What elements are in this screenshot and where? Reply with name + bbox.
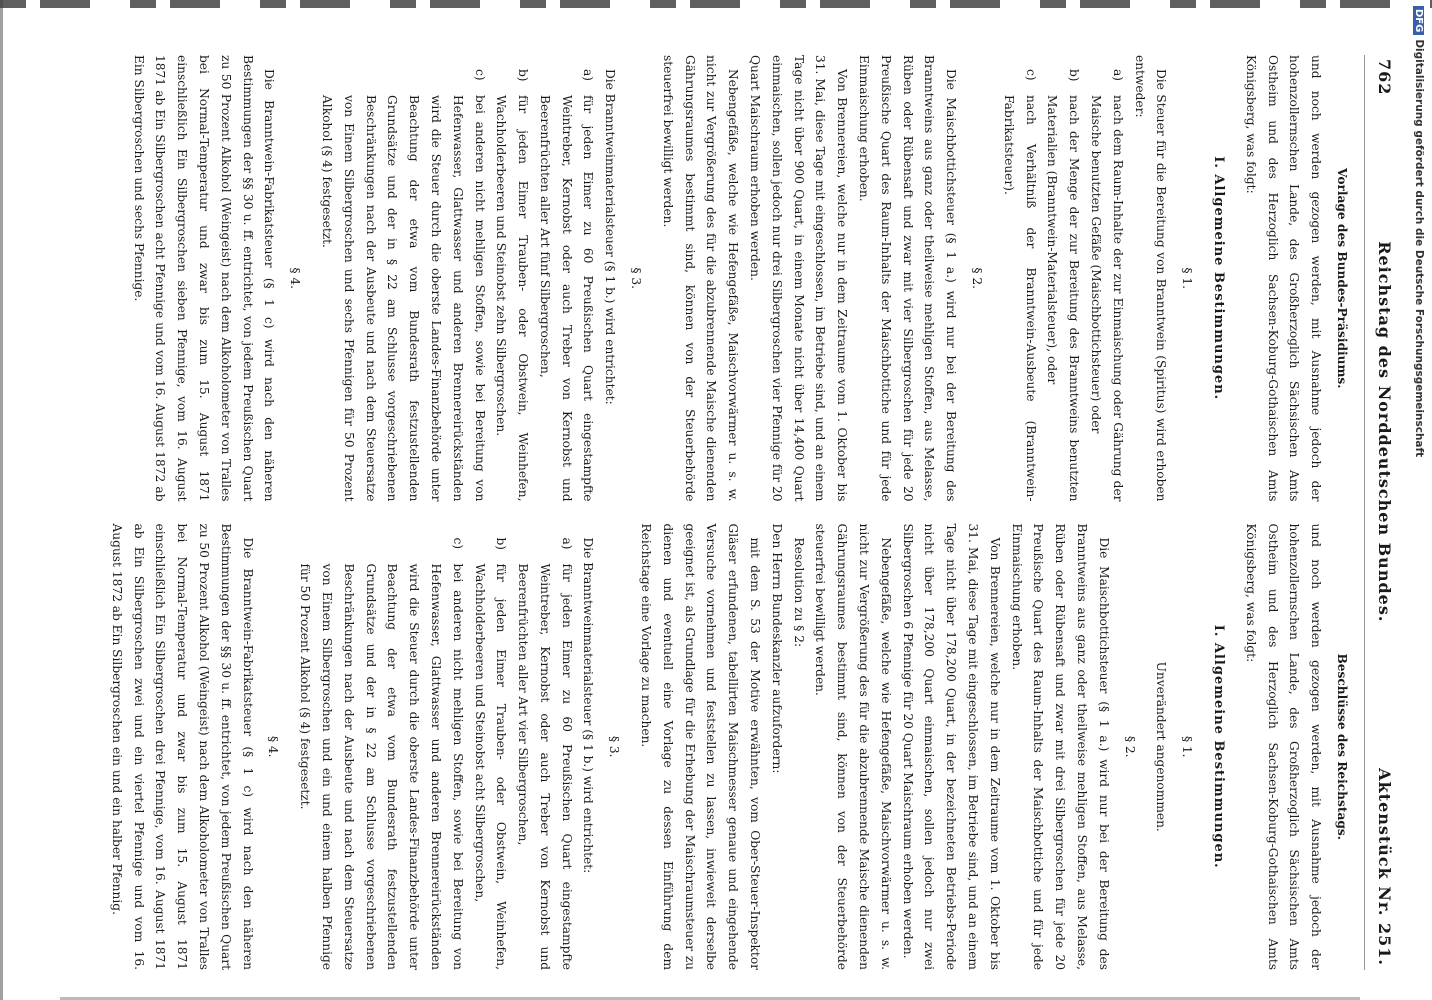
resolutions-intro: und noch werden gezogen werden, mit Ausnahme jedoch der hohenzollernschen Lande, des Großherzoglich Sächsischen Amts Ostheim und des Herzoglich Sachsen-Koburg-Gothaischen Amts Königsberg, was folgt: <box>1243 523 1324 970</box>
item-text: nach dem Raum-Inhalte der zur Einmaischung oder Gährung der Maische benutzten Gefäße (Maischbottichsteuer) oder <box>1089 95 1125 502</box>
item-label: b) <box>494 537 509 551</box>
resolutions-paragraph-4-sign: § 4. <box>266 735 281 758</box>
resolutions-p4-text: Die Branntwein-Fabrikatsteuer (§ 1 c) wird nach den näheren Bestimmungen der §§ 30 u. ff. entrichtet, von jedem Preußischen Quart zu 50 Prozent Alkohol (Weingeist) nach dem Alkoholometer von Tralles bei Normal-Temperatur und zwar bis zum 15. August 1871 einschließlich Ein Silbergroschen drei Pfennige, vom 16. August 1871 ab Ein Silbergroschen zwei und ein viertel Pfennige und vom 16. August 1872 ab Ein Silbergroschen ein und ein halber Pfennig. <box>109 523 255 970</box>
proposal-heading: Vorlage des Bundes-Präsidiums. <box>1335 167 1349 389</box>
left-column-proposal <box>105 55 1354 502</box>
proposal-p3-item-c <box>315 55 489 502</box>
proposal-paragraph-3-intro: Die Branntweinmaterialsteuer (§ 1 b.) wird entrichtet: <box>603 69 618 405</box>
proposal-p2-text-2: Von Brennereien, welche nur in dem Zeitraume vom 1. Oktober bis 31. Mai, diese Tage mit eingeschlossen, im Betriebe sind, und an einem Tage nicht über 900 Quart, in einem Monate nicht über 14,400 Quart einmaischen, sollen jedoch nur drei Silbergroschen vier Pfennige für 20 Quart Maischraum erhoben werden. <box>748 55 850 502</box>
resolutions-section-title: I. Allgemeine Bestimmungen. <box>1211 624 1227 869</box>
page-body <box>105 55 1354 970</box>
resolutions-heading: Beschlüsse des Reichstags. <box>1335 653 1349 841</box>
resolutions-p2-text-1: Die Maischbottichsteuer (§ 1 a.) wird nur bei der Bereitung des Branntweins aus ganz oder theilweise mehligen Stoffen, aus Melasse, Rüben oder Rübensaft und zwar mit drei Silbergroschen für jede 20 Preußische Quart des Raum-Inhalts der Maischbottiche und für jede Einmaischung erhoben. <box>1009 523 1111 970</box>
proposal-p1-item-c <box>997 55 1041 502</box>
resolution-intro: Den Herrn Bundeskanzler aufzufordern: <box>769 523 784 774</box>
running-head <box>1364 55 1395 970</box>
scan-edge-top <box>0 0 1432 8</box>
running-head-document: Aktenstück Nr. 251. <box>1375 768 1394 966</box>
proposal-section-title: I. Allgemeine Bestimmungen. <box>1211 156 1227 401</box>
proposal-p1-item-a <box>1084 55 1128 502</box>
item-label: c) <box>1023 69 1038 81</box>
proposal-p2-text-1: Die Maischbottichsteuer (§ 1 a.) wird nur bei der Bereitung des Branntweins aus ganz oder theilweise mehligen Stoffen, aus Melasse, Rüben oder Rübensaft und zwar mit vier Silbergroschen für jede 20 Preußische Quart des Raum-Inhalts der Maischbottiche und für jede Einmaischung erhoben. <box>857 55 959 502</box>
proposal-p4-text: Die Branntwein-Fabrikatsteuer (§ 1 c) wird nach den näheren Bestimmungen der §§ 30 u. ff. entrichtet, von jedem Preußischen Quart zu 50 Prozent Alkohol (Weingeist) nach dem Alkoholometer von Tralles bei Normal-Temperatur und zwar bis zum 15. August 1871 einschließlich Ein Silbergroschen sieben Pfennige, vom 16. August 1871 ab Ein Silbergroschen acht Pfennige und vom 16. August 1872 ab Ein Silbergroschen und sechs Pfennige. <box>131 55 277 502</box>
resolutions-p1-text: Unverändert angenommen. <box>1154 661 1169 832</box>
item-text: für jeden Eimer zu 60 Preußischen Quart eingestampfte Weintreber, Kernobst oder auch Treber von Kernobst und Beerenfrüchten aller Art fünf Silbergroschen, <box>537 95 596 502</box>
item-text: bei anderen nicht mehligen Stoffen, sowie bei Bereitung von Hefenwasser, Glattwasser und anderen Brennereirückständen wird die Steuer durch die oberste Landes-Finanzbehörde unter Beachtung der etwa vom Bundesrath festzustellenden Grundsätze und der in § 22 am Schlusse vorgeschriebenen Beschränkungen nach der Ausbeute und nach dem Steuersatze von Einem Silbergroschen und ein und einem halben Pfennige für 50 Prozent Alkohol (§ 4) festgesetzt. <box>298 563 465 970</box>
resolutions-p3-item-a <box>511 524 576 971</box>
proposal-p2-text-3: Nebengefäße, welche wie Hefengefäße, Maischvorwärmer u. s. w. nicht zur Vergrößerung des für die abzubrennende Maische dienenden Gährungsraumes bestimmt sind, können von der Steuerbehörde steuerfrei bewilligt werden. <box>660 55 741 502</box>
page-number: 762 <box>1375 59 1394 96</box>
resolutions-paragraph-2-sign: § 2. <box>1122 735 1137 758</box>
item-label: c) <box>450 537 465 550</box>
credit-text: Digitalisierung gefördert durch die Deutsche Forschungsgemeinschaft <box>1413 39 1425 458</box>
item-label: b) <box>516 69 531 82</box>
resolutions-paragraph-3-intro: Die Branntweinmaterialsteuer (§ 1 b.) wird entrichtet: <box>581 537 596 874</box>
item-text: für jeden Eimer Trauben- oder Obstwein, Weinhefen, Wachholderbeeren und Steinobst acht Silbergroschen, <box>472 563 509 970</box>
proposal-p3-item-a <box>533 55 598 502</box>
resolutions-p2-text-3: Nebengefäße, welche wie Hefengefäße, Maischvorwärmer u. s. w. nicht zur Vergrößerung des für die abzubrennende Maische dienenden Gährungsraumes bestimmt sind, können von der Steuerbehörde steuerfrei bewilligt werden. <box>813 523 893 970</box>
digitization-credit <box>1413 6 1425 457</box>
dfg-logo-icon: DFG <box>1413 6 1424 35</box>
scanned-page <box>40 55 1395 970</box>
proposal-p1-item-b <box>1041 55 1085 502</box>
resolutions-p3-item-b <box>468 524 512 971</box>
proposal-paragraph-3-sign: § 3. <box>629 267 644 290</box>
proposal-paragraph-1-intro: Die Steuer für die Bereitung von Branntwein (Spiritus) wird erhoben entweder: <box>1132 55 1169 502</box>
resolutions-p2-text-2: Von Brennereien, welche nur in dem Zeitraume vom 1. Oktober bis 31. Mai, diese Tage mit eingeschlossen, im Betriebe sind, und an einem Tage nicht über 178,200 Quart, in der bezeichneten Betriebs-Periode nicht über 178,200 Quart einmaischen, sollen jedoch nur zwei Silbergroschen 6 Pfennige für 20 Quart Maischraum erhoben werden. <box>900 523 1002 970</box>
resolution-text: mit dem S. 53 der Motive erwähnten, vom Ober-Steuer-Inspektor Gläser erfundenen, tabellirten Maischmesser genaue und eingehende Versuche vornehmen und feststellen zu lassen, inwieweit derselbe geeignet ist, als Grundlage für die Erhebung der Maischraumsteuer zu dienen und eventuell eine Vorlage zu dessen Einführung dem Reichstage eine Vorlage zu machen. <box>639 523 763 970</box>
proposal-intro: und noch werden gezogen werden, mit Ausnahme jedoch der hohenzollernschen Lande, des Großherzoglich Sächsischen Amts Ostheim und des Herzoglich Sachsen-Koburg-Gothaischen Amts Königsberg, was folgt: <box>1243 55 1324 502</box>
item-label: a) <box>581 69 596 82</box>
right-column-resolutions <box>105 524 1354 971</box>
item-label: b) <box>1067 69 1082 82</box>
resolutions-p3-item-c <box>293 524 467 971</box>
proposal-paragraph-4-sign: § 4. <box>288 267 303 290</box>
scan-edge-left <box>0 0 3 1000</box>
proposal-paragraph-2-sign: § 2. <box>970 267 985 290</box>
running-head-title: Reichstag des Norddeutschen Bundes. <box>1375 241 1394 623</box>
item-text: bei anderen nicht mehligen Stoffen, sowie bei Bereitung von Hefenwasser, Glattwasser und anderen Brennereirückständen wird die Steuer durch die oberste Landes-Finanzbehörde unter Beachtung der etwa vom Bundesrath festzustellenden Grundsätze und der in § 22 am Schlusse vorgeschriebenen Beschränkungen nach der Ausbeute und nach dem Steuersatze von Einem Silbergroschen und sechs Pfennigen für 50 Prozent Alkohol (§ 4) festgesetzt. <box>319 95 487 502</box>
proposal-paragraph-1-sign: § 1. <box>1180 267 1195 290</box>
item-label: a) <box>559 537 574 550</box>
item-label: a) <box>1110 69 1125 82</box>
item-label: c) <box>472 69 487 81</box>
resolutions-paragraph-1-sign: § 1. <box>1180 735 1195 758</box>
item-text: nach Verhältniß der Branntwein-Ausbeute (Branntwein-Fabrikatsteuer). <box>1001 95 1038 502</box>
item-text: für jeden Eimer Trauben- oder Obstwein, Weinhefen, Wachholderbeeren und Steinobst zehn Silbergroschen. <box>494 95 531 502</box>
proposal-p3-item-b <box>490 55 534 502</box>
resolutions-paragraph-3-sign: § 3. <box>607 735 622 758</box>
item-text: für jeden Eimer zu 60 Preußischen Quart eingestampfte Weintreber, Kernobst oder auch Treber von Kernobst und Beerenfrüchten aller Art vier Silbergroschen, <box>516 563 574 970</box>
resolution-title: Resolution zu § 2: <box>791 537 806 648</box>
item-text: nach der Menge der zur Bereitung des Branntweins benutzten Materialien (Branntwein-Materialsteuer), oder <box>1045 95 1082 502</box>
